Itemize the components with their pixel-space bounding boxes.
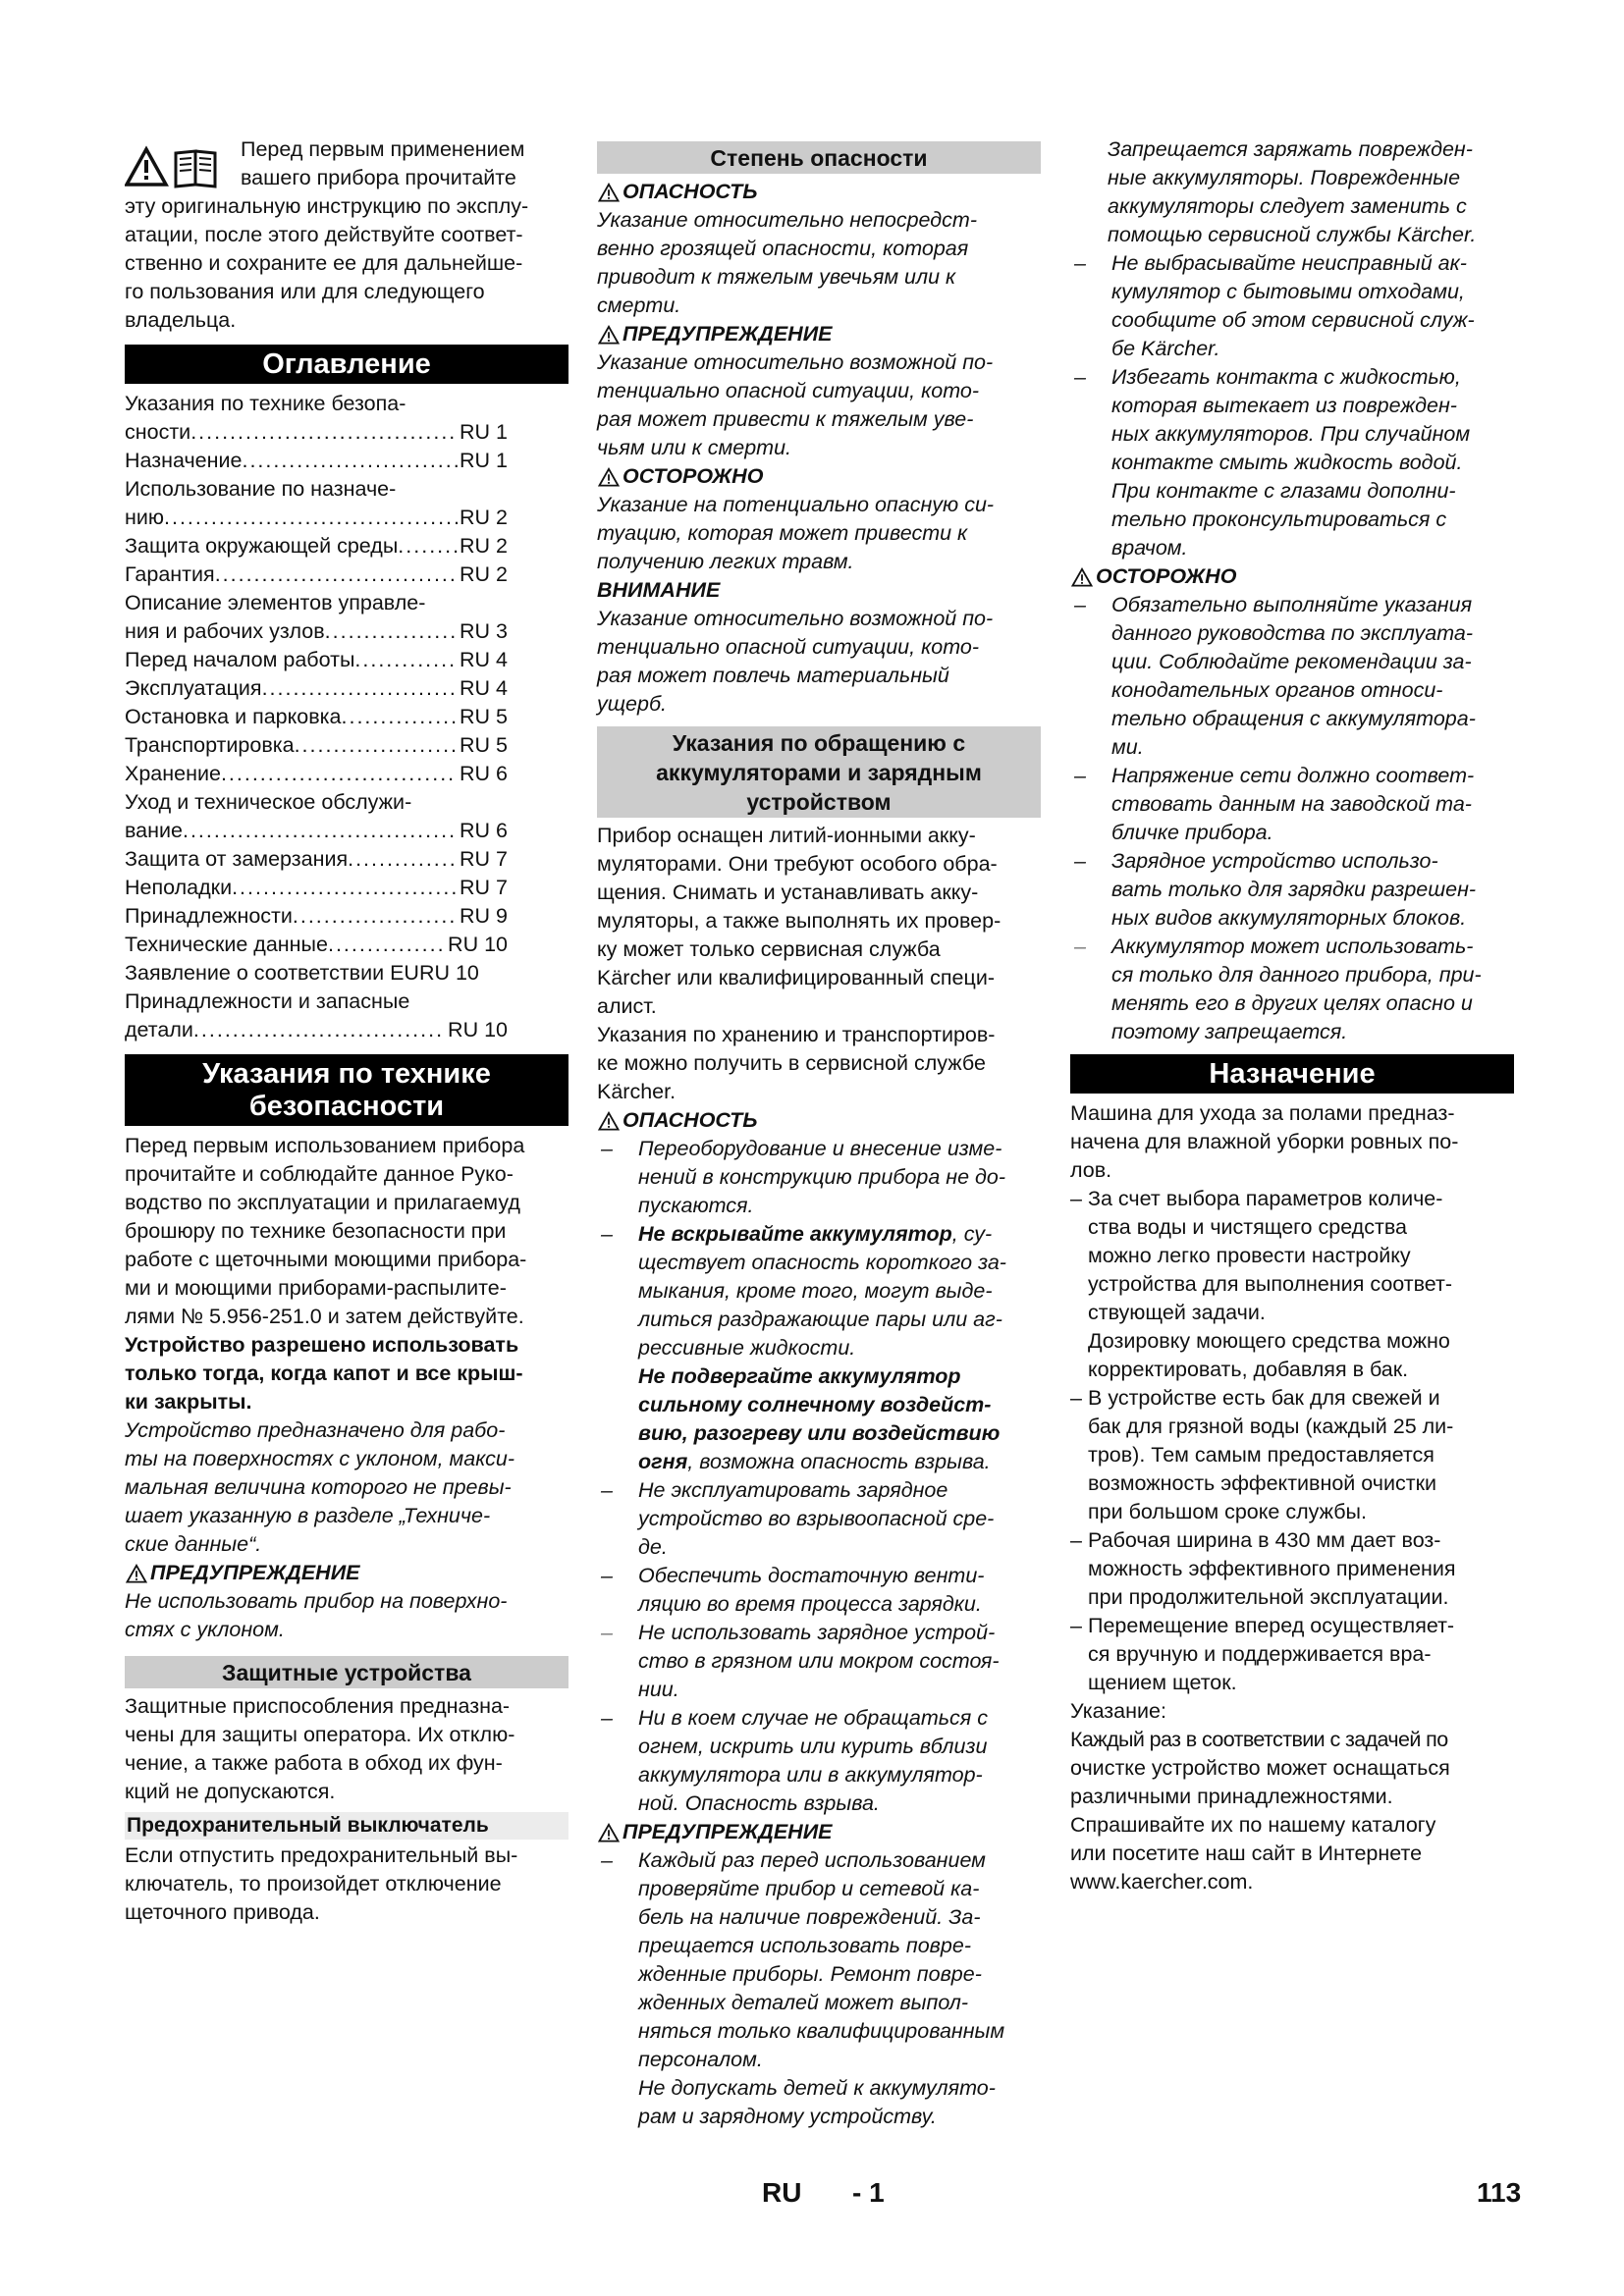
- text-line: сильному солнечному воздейст-: [638, 1393, 992, 1416]
- safety-italic-note: [125, 1416, 568, 1559]
- signal-word: [125, 1559, 568, 1587]
- text-line: литься раздражающие пары или аг-: [638, 1308, 1002, 1331]
- toc-entry-page: RU 4: [460, 648, 508, 671]
- text-line: Прибор оснащен литий-ионными акку-: [597, 824, 976, 847]
- toc-entry-pre: Описание элементов управле-: [125, 591, 426, 614]
- intro-line: вашего прибора прочитайте: [241, 166, 516, 189]
- text-line: персоналом.: [638, 2048, 763, 2071]
- toc-entry-text: Хранение: [125, 762, 221, 785]
- text-line: де.: [638, 1535, 668, 1559]
- toc-entry[interactable]: [125, 418, 508, 447]
- text-line: проверяйте прибор и сетевой ка-: [638, 1877, 980, 1900]
- toc-entry-page: RU 10: [418, 961, 479, 985]
- text-line: бе Kärcher.: [1111, 337, 1220, 360]
- text-line: бель на наличие повреждений. За-: [638, 1905, 981, 1929]
- text-line: Защитные приспособления предназна-: [125, 1694, 511, 1718]
- list-item: – Обязательно выполняйте указания данного руководства по эксплуата- ции. Соблюдайте рекомендации за- конодательных органов относи- тельно обращения с аккумулятора- ми.: [1070, 591, 1514, 762]
- text-line: ствующей задачи.: [1088, 1301, 1266, 1324]
- text-line: Указание относительно возможной по-: [597, 607, 994, 630]
- hazard-text: [597, 206, 1041, 320]
- text-line: только тогда, когда капот и все крыш-: [125, 1362, 523, 1385]
- text-line: Устройство предназначено для рабо-: [125, 1418, 506, 1442]
- warning-book-icon: [125, 145, 235, 188]
- text-line: прочитайте и соблюдайте данное Руко-: [125, 1162, 514, 1186]
- list-item: – Не эксплуатировать зарядное устройство во взрывоопасной сре- де.: [597, 1476, 1041, 1562]
- text-line: аккумулятора или в аккумулятор-: [638, 1763, 983, 1787]
- text-line: венно грозящей опасности, которая: [597, 237, 969, 260]
- list-item: – В устройстве есть бак для свежей и бак для грязной воды (каждый 25 ли- тров). Тем самым предоставляется возможность эффективной очистки при большом сроке службы.: [1070, 1384, 1514, 1526]
- warning-triangle-icon: [597, 1111, 621, 1131]
- text-line: вию, разогреву или воздействию: [638, 1421, 1001, 1445]
- text-line: прещается использовать повре-: [638, 1934, 971, 1957]
- toc-entry-page: RU 3: [460, 619, 508, 643]
- text-line: Рабочая ширина в 430 мм дает воз-: [1088, 1528, 1441, 1552]
- text-line: тров). Тем самым предоставляется: [1088, 1443, 1435, 1467]
- toc-entry-page: RU 6: [460, 819, 508, 842]
- list-item: – Не вскрывайте аккумулятор, су- ществует опасность короткого за- мыкания, кроме того, могут выде- литься раздражающие пары или аг- рессивные жидкости. Не подвергайте аккумулятор сильному солнечному воздейст- вию, разогреву или воздействию огня, возможна опасность взрыва.: [597, 1220, 1041, 1476]
- text-line: За счет выбора параметров количе-: [1088, 1187, 1443, 1210]
- toc-entry-text: Гарантия: [125, 562, 215, 586]
- signal-word: [597, 178, 1041, 206]
- continued-text: [1070, 135, 1514, 249]
- text-line: при большом сроке службы.: [1088, 1500, 1367, 1523]
- website-link[interactable]: www.kaercher.com.: [1070, 1870, 1254, 1894]
- intro-line: ственно и сохраните ее для дальнейше-: [125, 251, 523, 275]
- footer-page-number: 113: [1477, 2177, 1522, 2208]
- toc-entry[interactable]: [125, 931, 508, 959]
- text-line: можность эффективного применения: [1088, 1557, 1456, 1580]
- text-line: тенциально опасной ситуации, кото-: [597, 379, 979, 402]
- toc-entry-pre: Уход и техническое обслужи-: [125, 790, 412, 814]
- text-line: алист.: [597, 994, 657, 1018]
- column-2: [597, 141, 1041, 2131]
- text-line: Зарядное устройство использо-: [1111, 849, 1438, 873]
- text-line: щения. Снимать и устанавливать акку-: [597, 881, 979, 904]
- note-text: [1070, 1726, 1514, 1896]
- text-line: мальная величина которого не превы-: [125, 1475, 512, 1499]
- text-line: врачом.: [1111, 536, 1188, 560]
- text-fragment: , возможна опасность взрыва.: [687, 1450, 991, 1473]
- battery-heading-line: аккумуляторами и зарядным: [656, 760, 982, 785]
- text-line: В устройстве есть бак для свежей и: [1088, 1386, 1440, 1410]
- emphasis: огня: [638, 1450, 688, 1473]
- toc-entry[interactable]: [125, 959, 508, 988]
- list-item: – Аккумулятор может использовать- ся только для данного прибора, при- менять его в других целях опасно и поэтому запрещается.: [1070, 933, 1514, 1046]
- text-line: ся только для данного прибора, при-: [1111, 963, 1482, 987]
- signal-word-label: ПРЕДУПРЕЖДЕНИЕ: [623, 1820, 833, 1843]
- toc-entry-text: Транспортировка: [125, 733, 295, 757]
- toc-entry-page: RU 2: [460, 562, 508, 586]
- toc-entry-text: нию: [125, 506, 165, 529]
- text-line: Kärcher или квалифицированный специ-: [597, 966, 995, 989]
- text-line: рессивные жидкости.: [638, 1336, 856, 1360]
- text-line: ми.: [1111, 735, 1144, 759]
- text-line: жденные приборы. Ремонт повре-: [638, 1962, 982, 1986]
- text-line: ные аккумуляторы. Поврежденные: [1108, 166, 1461, 189]
- text-line: ции. Соблюдайте рекомендации за-: [1111, 650, 1472, 673]
- text-line: бак для грязной воды (каждый 25 ли-: [1088, 1415, 1454, 1438]
- toc-entry[interactable]: [125, 1016, 508, 1044]
- text-line: кций не допускаются.: [125, 1780, 336, 1803]
- toc-entry-text: Перед началом работы: [125, 648, 355, 671]
- text-line: сообщите об этом сервисной служ-: [1111, 308, 1475, 332]
- toc-entry-page: RU 1: [460, 420, 508, 444]
- text-line: Не использовать прибор на поверхно-: [125, 1589, 508, 1613]
- safety-warn-text: [125, 1587, 568, 1644]
- text-line: рая может привести к тяжелым уве-: [597, 407, 974, 431]
- toc-entry-text: Принадлежности: [125, 904, 293, 928]
- text-line: данного руководства по эксплуата-: [1111, 621, 1473, 645]
- intro-line: владельца.: [125, 308, 237, 332]
- column-1: [125, 135, 568, 1927]
- text-line: Машина для ухода за полами предназ-: [1070, 1101, 1455, 1125]
- purpose-intro: [1070, 1099, 1514, 1185]
- hazard-text: [597, 491, 1041, 576]
- toc-entry-text: вание: [125, 819, 183, 842]
- text-line: ключатель, то произойдет отключение: [125, 1872, 502, 1896]
- list-item: – Напряжение сети должно соответ- ствовать данным на заводской та- бличке прибора.: [1070, 762, 1514, 847]
- toc-entry[interactable]: [125, 845, 508, 874]
- toc-entry-text: сности: [125, 420, 191, 444]
- switch-heading: Предохранительный выключатель: [125, 1812, 568, 1840]
- toc-entry-page: RU 6: [460, 762, 508, 785]
- note-label: Указание:: [1070, 1699, 1166, 1723]
- toc-entry[interactable]: [125, 760, 508, 788]
- signal-word-label: ОПАСНОСТЬ: [623, 1108, 758, 1132]
- toc-entry[interactable]: [125, 874, 508, 902]
- intro-line: эту оригинальную инструкцию по эксплу-: [125, 194, 529, 218]
- toc-entry[interactable]: [125, 703, 508, 731]
- text-line: можно легко провести настройку: [1088, 1244, 1411, 1267]
- hazard-text: [597, 348, 1041, 462]
- text-line: муляторы, а также выполнять их провер-: [597, 909, 1001, 933]
- text-line: Избегать контакта с жидкостью,: [1111, 365, 1461, 389]
- signal-word-label: ПРЕДУПРЕЖДЕНИЕ: [150, 1561, 360, 1584]
- intro-line: Перед первым применением: [241, 137, 525, 161]
- signal-word: [597, 1818, 1041, 1846]
- toc-entry-text: Неполадки: [125, 876, 233, 899]
- text-line: Указание относительно непосредст-: [597, 208, 977, 232]
- text-line: Указание на потенциально опасную си-: [597, 493, 995, 516]
- text-line: тельно обращения с аккумулятора-: [1111, 707, 1476, 730]
- text-line: Не допускать детей к аккумулято-: [638, 2076, 996, 2100]
- list-item: – Не выбрасывайте неисправный ак- кумулятор с бытовыми отходами, сообщите об этом сервисной служ- бе Kärcher.: [1070, 249, 1514, 363]
- text-line: Не эксплуатировать зарядное: [638, 1478, 948, 1502]
- toc-entry-page: RU 7: [460, 876, 508, 899]
- text-line: Обеспечить достаточную венти-: [638, 1564, 985, 1587]
- text-line: Ни в коем случае не обращаться с: [638, 1706, 988, 1730]
- list-item: – Ни в коем случае не обращаться с огнем, искрить или курить вблизи аккумулятора или в аккумулятор- ной. Опасность взрыва.: [597, 1704, 1041, 1818]
- warning-triangle-icon: [125, 1564, 148, 1583]
- text-line: ной. Опасность взрыва.: [638, 1791, 880, 1815]
- text-line: водство по эксплуатации и прилагаемуд: [125, 1191, 520, 1214]
- warning-triangle-icon: [1070, 567, 1094, 587]
- toc-entry-text: Защита окружающей среды: [125, 534, 399, 558]
- intro-line: атации, после этого действуйте соответ-: [125, 223, 523, 246]
- signal-word: [597, 462, 1041, 491]
- text-fragment: , су-: [951, 1222, 993, 1246]
- text-line: Перемещение вперед осуществляет-: [1088, 1614, 1455, 1637]
- text-line: поэтому запрещается.: [1111, 1020, 1348, 1043]
- text-line: ущерб.: [597, 692, 668, 716]
- warning-triangle-icon: [597, 183, 621, 202]
- text-line: тенциально опасной ситуации, кото-: [597, 635, 979, 659]
- column-3: [1070, 135, 1514, 1896]
- text-line: ми и моющими приборами-распылите-: [125, 1276, 507, 1300]
- text-line: няться только квалифицированным: [638, 2019, 1005, 2043]
- text-line: различными принадлежностями.: [1070, 1785, 1393, 1808]
- switch-text: [125, 1842, 568, 1927]
- text-line: шает указанную в разделе „Техниче-: [125, 1504, 491, 1527]
- text-line: Дозировку моющего средства можно: [1088, 1329, 1450, 1353]
- toc-entry-page: RU 1: [460, 449, 508, 472]
- text-line: корректировать, добавляя в бак.: [1088, 1358, 1409, 1381]
- text-line: приводит к тяжелым увечьям или к: [597, 265, 956, 289]
- toc-entry-text: Остановка и парковка: [125, 705, 342, 728]
- text-line: чьям или к смерти.: [597, 436, 792, 459]
- text-line: контакте смыть жидкость водой.: [1111, 451, 1463, 474]
- text-line: огнем, искрить или курить вблизи: [638, 1735, 988, 1758]
- text-line: нии.: [638, 1678, 679, 1701]
- signal-word: [597, 1106, 1041, 1135]
- text-line: лов.: [1070, 1158, 1112, 1182]
- text-line: мыкания, кроме того, могут выде-: [638, 1279, 993, 1303]
- text-line: ных видов аккумуляторных блоков.: [1111, 906, 1467, 930]
- toc-entry[interactable]: [125, 817, 508, 845]
- purpose-heading: Назначение: [1070, 1054, 1514, 1094]
- toc-entry-page: RU 10: [448, 1018, 508, 1041]
- text-line: рам и зарядному устройству.: [638, 2105, 937, 2128]
- text-line: брошюру по технике безопасности при: [125, 1219, 507, 1243]
- text-line: конодательных органов относи-: [1111, 678, 1443, 702]
- warning-triangle-icon: [597, 1823, 621, 1842]
- text-line: Устройство разрешено использовать: [125, 1333, 519, 1357]
- toc-entry[interactable]: [125, 447, 508, 475]
- text-line: муляторами. Они требуют особого обра-: [597, 852, 998, 876]
- emphasis: Не вскрывайте аккумулятор: [638, 1222, 952, 1246]
- toc-entry-text: Эксплуатация: [125, 676, 262, 700]
- text-line: бличке прибора.: [1111, 821, 1273, 844]
- battery-para: [597, 822, 1041, 1106]
- list-item: – За счет выбора параметров количе- ства воды и чистящего средства можно легко провести настройку устройства для выполнения соответ- ствующей задачи. Дозировку моющего средства можно корректировать, добавляя в бак.: [1070, 1185, 1514, 1384]
- toc-entry-page: RU 7: [460, 847, 508, 871]
- text-line: рая может повлечь материальный: [597, 664, 949, 687]
- toc-entry[interactable]: [125, 646, 508, 674]
- toc-entry-page: RU 9: [460, 904, 508, 928]
- list-item: – Переоборудование и внесение изме- нений в конструкцию прибора не до- пускаются.: [597, 1135, 1041, 1220]
- text-line: которая вытекает из поврежден-: [1111, 394, 1457, 417]
- text-line: ские данные“.: [125, 1532, 262, 1556]
- toc-list: [125, 390, 568, 1044]
- toc-entry-page: RU 2: [460, 534, 508, 558]
- text-line: кумулятор с бытовыми отходами,: [1111, 280, 1465, 303]
- text-line: менять его в других целях опасно и: [1111, 991, 1473, 1015]
- safety-bold-note: [125, 1331, 568, 1416]
- list-item: – Зарядное устройство использо- вать только для зарядки разрешен- ных видов аккумуляторных блоков.: [1070, 847, 1514, 933]
- text-line: ку может только сервисная служба: [597, 937, 941, 961]
- toc-entry-page: RU 2: [460, 506, 508, 529]
- text-line: Аккумулятор может использовать-: [1111, 934, 1474, 958]
- text-line: щением щеток.: [1088, 1671, 1237, 1694]
- toc-entry-text: детали: [125, 1018, 193, 1041]
- text-line: работе с щеточными моющими прибора-: [125, 1248, 527, 1271]
- text-line: пускаются.: [638, 1194, 754, 1217]
- signal-word-label: ОСТОРОЖНО: [1096, 564, 1237, 588]
- toc-entry-text: Защита от замерзания: [125, 847, 349, 871]
- text-line: лями № 5.956-251.0 и затем действуйте.: [125, 1305, 524, 1328]
- list-item: – Перемещение вперед осуществляет- ся вручную и поддерживается вра- щением щеток.: [1070, 1612, 1514, 1697]
- toc-entry[interactable]: [125, 532, 508, 561]
- text-line: аккумуляторы следует заменить с: [1108, 194, 1467, 218]
- list-item: – Обеспечить достаточную венти- ляцию во время процесса зарядки.: [597, 1562, 1041, 1619]
- text-line: устройства для выполнения соответ-: [1088, 1272, 1453, 1296]
- text-line: Не использовать зарядное устрой-: [638, 1621, 996, 1644]
- text-line: устройство во взрывоопасной сре-: [638, 1507, 995, 1530]
- text-line: Переоборудование и внесение изме-: [638, 1137, 1002, 1160]
- battery-heading-line: устройством: [746, 789, 892, 815]
- toc-entry-pre: Указания по технике безопа-: [125, 392, 406, 415]
- battery-heading: [597, 726, 1041, 818]
- toc-entry-page: RU 5: [460, 733, 508, 757]
- text-line: ных аккумуляторов. При случайном: [1111, 422, 1471, 446]
- text-line: Перед первым использованием прибора: [125, 1134, 525, 1157]
- safety-heading: [125, 1054, 568, 1126]
- text-line: Не подвергайте аккумулятор: [638, 1364, 961, 1388]
- text-line: чены для защиты оператора. Их отклю-: [125, 1723, 515, 1746]
- text-line: помощью сервисной службы Kärcher.: [1108, 223, 1477, 246]
- text-line: Указание относительно возможной по-: [597, 350, 994, 374]
- list-item: – Рабочая ширина в 430 мм дает воз- можность эффективного применения при продолжительной эксплуатации.: [1070, 1526, 1514, 1612]
- signal-word-label: ПРЕДУПРЕЖДЕНИЕ: [623, 322, 833, 346]
- text-line: тельно проконсультироваться с: [1111, 507, 1447, 531]
- toc-entry-text: Технические данные: [125, 933, 328, 956]
- toc-entry-text: Назначение: [125, 449, 243, 472]
- text-line: туацию, которая может привести к: [597, 521, 968, 545]
- toc-entry-page: RU 5: [460, 705, 508, 728]
- text-line: ты на поверхностях с уклоном, макси-: [125, 1447, 515, 1470]
- signal-word: [1070, 562, 1514, 591]
- toc-entry[interactable]: [125, 674, 508, 703]
- text-line: смерти.: [597, 294, 681, 317]
- text-line: Каждый раз перед использованием: [638, 1848, 986, 1872]
- toc-entry-text: ния и рабочих узлов: [125, 619, 325, 643]
- text-line: ство в грязном или мокром состоя-: [638, 1649, 1000, 1673]
- text-line: Kärcher.: [597, 1080, 677, 1103]
- list-item: – Избегать контакта с жидкостью, которая вытекает из поврежден- ных аккумуляторов. При случайном контакте смыть жидкость водой. При контакте с глазами дополни- тельно проконсультироваться с врачом.: [1070, 363, 1514, 562]
- list-item: – Каждый раз перед использованием проверяйте прибор и сетевой ка- бель на наличие повреждений. За- прещается использовать повре- жденные приборы. Ремонт повре- жденных деталей может выпол- няться только квалифицированным персоналом. Не допускать детей к аккумулято- рам и зарядному устройству.: [597, 1846, 1041, 2131]
- text-line: Обязательно выполняйте указания: [1111, 593, 1473, 616]
- warning-triangle-icon: [597, 325, 621, 345]
- toc-entry-pre: Использование по назначе-: [125, 477, 397, 501]
- intro-block: [125, 135, 568, 335]
- text-line: очистке устройство может оснащаться: [1070, 1756, 1450, 1780]
- footer-page-rel: - 1: [852, 2177, 885, 2208]
- text-line: ствовать данным на заводской та-: [1111, 792, 1472, 816]
- text-line: ляцию во время процесса зарядки.: [638, 1592, 982, 1616]
- signal-word-label: ОПАСНОСТЬ: [623, 180, 758, 203]
- text-line: ства воды и чистящего средства: [1088, 1215, 1407, 1239]
- text-line: ке можно получить в сервисной службе: [597, 1051, 986, 1075]
- safety-heading-line: безопасности: [248, 1091, 445, 1122]
- signal-word: [597, 320, 1041, 348]
- protect-text: [125, 1692, 568, 1806]
- toc-entry-text: Заявление о соответствии EU: [125, 961, 419, 985]
- intro-line: го пользования или для следующего: [125, 280, 485, 303]
- text-line: получению легких травм.: [597, 550, 854, 573]
- list-item: – Не использовать зарядное устрой- ство в грязном или мокром состоя- нии.: [597, 1619, 1041, 1704]
- warning-triangle-icon: [597, 467, 621, 487]
- text-line: ся вручную и поддерживается вра-: [1088, 1642, 1432, 1666]
- toc-entry-page: RU 4: [460, 676, 508, 700]
- toc-entry[interactable]: [125, 617, 508, 646]
- text-line: начена для влажной уборки ровных по-: [1070, 1130, 1459, 1153]
- protect-heading: Защитные устройства: [125, 1656, 568, 1688]
- text-line: Запрещается заряжать поврежден-: [1108, 137, 1473, 161]
- toc-entry[interactable]: [125, 902, 508, 931]
- text-line: вать только для зарядки разрешен-: [1111, 878, 1477, 901]
- text-line: Напряжение сети должно соответ-: [1111, 764, 1475, 787]
- text-line: или посетите наш сайт в Интернете: [1070, 1842, 1423, 1865]
- text-line: Указания по хранению и транспортиров-: [597, 1023, 996, 1046]
- toc-entry-pre: Принадлежности и запасные: [125, 989, 410, 1013]
- text-line: чение, а также работа в обход их фун-: [125, 1751, 503, 1775]
- safety-para: [125, 1132, 568, 1331]
- text-line: ществует опасность короткого за-: [638, 1251, 1006, 1274]
- text-line: нений в конструкцию прибора не до-: [638, 1165, 1006, 1189]
- text-line: Каждый раз в соответствии с задачей по: [1070, 1728, 1448, 1751]
- text-line: жденных деталей может выпол-: [638, 1991, 969, 2014]
- toc-entry-page: RU 10: [448, 933, 508, 956]
- text-line: Спрашивайте их по нашему каталогу: [1070, 1813, 1436, 1837]
- text-line: при продолжительной эксплуатации.: [1088, 1585, 1449, 1609]
- footer-lang: RU: [762, 2177, 802, 2208]
- text-line: щеточного привода.: [125, 1900, 320, 1924]
- text-line: При контакте с глазами дополни-: [1111, 479, 1456, 503]
- text-line: Если отпустить предохранительный вы-: [125, 1843, 518, 1867]
- signal-word: ВНИМАНИЕ: [597, 578, 721, 602]
- toc-entry[interactable]: [125, 561, 508, 589]
- hazard-text: [597, 605, 1041, 719]
- text-line: ки закрыты.: [125, 1390, 252, 1414]
- hazard-heading: Степень опасности: [597, 141, 1041, 174]
- toc-entry[interactable]: [125, 504, 508, 532]
- text-line: стях с уклоном.: [125, 1618, 285, 1641]
- signal-word-label: ОСТОРОЖНО: [623, 464, 764, 488]
- safety-heading-line: Указания по технике: [202, 1058, 491, 1090]
- text-line: возможность эффективной очистки: [1088, 1471, 1436, 1495]
- text-line: Не выбрасывайте неисправный ак-: [1111, 251, 1467, 275]
- battery-heading-line: Указания по обращению с: [672, 730, 966, 756]
- toc-entry[interactable]: [125, 731, 508, 760]
- toc-title: Оглавление: [125, 345, 568, 384]
